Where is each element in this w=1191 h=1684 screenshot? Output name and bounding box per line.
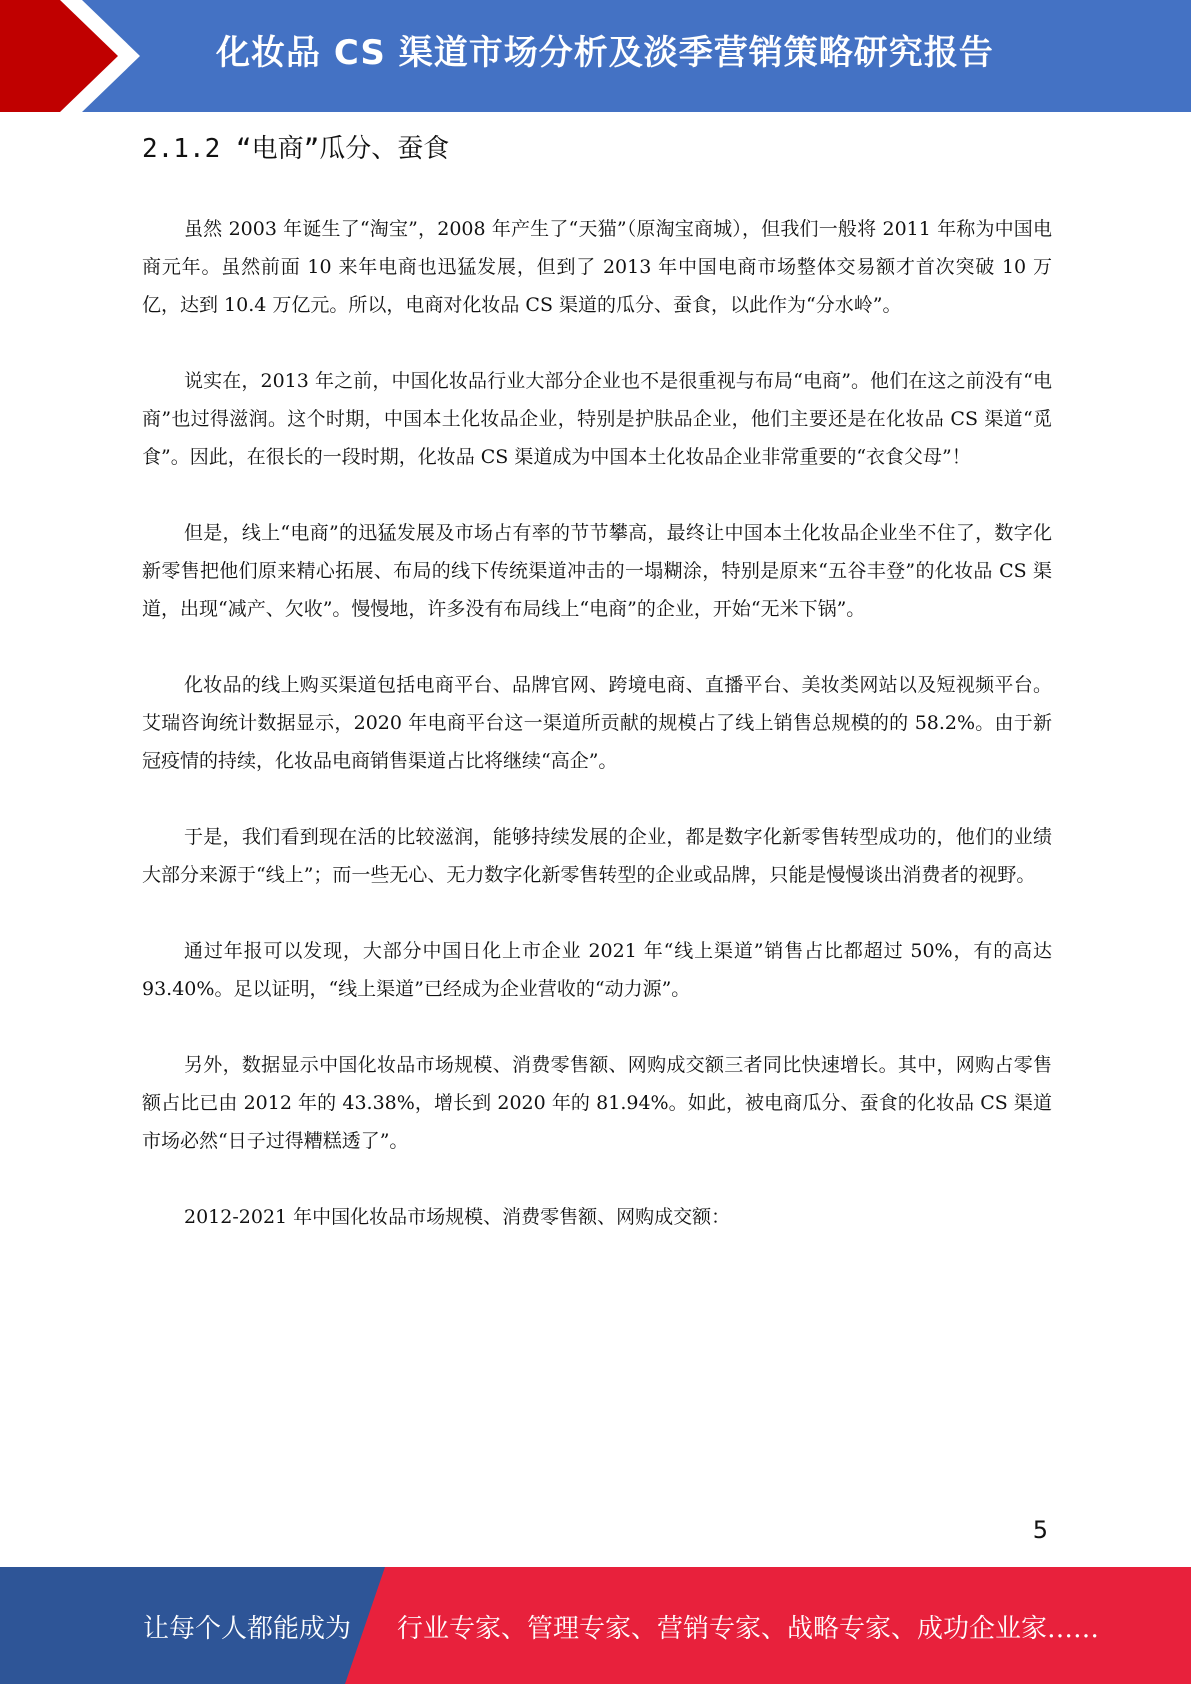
paragraph: 于是，我们看到现在活的比较滋润，能够持续发展的企业，都是数字化新零售转型成功的，他们的业绩大部分来源于“线上”；而一些无心、无力数字化新零售转型的企业或品牌，只能是慢慢谈出消费者的视野。 (142, 826, 1052, 886)
paragraph: 虽然 2003 年诞生了“淘宝”，2008 年产生了“天猫”（原淘宝商城），但我们一般将 2011 年称为中国电商元年。虽然前面 10 来年电商也迅猛发展，但到了 2013 年中国电商市场整体交易额才首次突破 10 万亿，达到 10.4 万亿元。所以，电商对化妆品 CS 渠道的瓜分、蚕食，以此作为“分水岭”。 (142, 218, 1052, 316)
paragraph: 化妆品的线上购买渠道包括电商平台、品牌官网、跨境电商、直播平台、美妆类网站以及短视频平台。艾瑞咨询统计数据显示，2020 年电商平台这一渠道所贡献的规模占了线上销售总规模的的 58.2%。由于新冠疫情的持续，化妆品电商销售渠道占比将继续“高企”。 (142, 674, 1052, 772)
report-title: 化妆品 CS 渠道市场分析及淡季营销策略研究报告 (216, 33, 994, 73)
footer-slogan-left: 让每个人都能成为 (143, 1614, 352, 1644)
header-banner (0, 0, 1191, 112)
footer-banner (0, 1567, 1191, 1684)
section-heading: 2.1.2 “电商”瓜分、蚕食 (142, 134, 450, 164)
body-content (142, 210, 1052, 1274)
paragraph: 另外，数据显示中国化妆品市场规模、消费零售额、网购成交额三者同比快速增长。其中，网购占零售额占比已由 2012 年的 43.38%，增长到 2020 年的 81.94%。如此，被电商瓜分、蚕食的化妆品 CS 渠道市场必然“日子过得糟糕透了”。 (142, 1054, 1052, 1152)
paragraph: 但是，线上“电商”的迅猛发展及市场占有率的节节攀高，最终让中国本土化妆品企业坐不住了，数字化新零售把他们原来精心拓展、布局的线下传统渠道冲击的一塌糊涂，特别是原来“五谷丰登”的化妆品 CS 渠道，出现“减产、欠收”。慢慢地，许多没有布局线上“电商”的企业，开始“无米下锅”。 (142, 522, 1052, 620)
chart-caption: 2012-2021 年中国化妆品市场规模、消费零售额、网购成交额： (184, 1206, 731, 1228)
paragraph: 通过年报可以发现，大部分中国日化上市企业 2021 年“线上渠道”销售占比都超过 50%，有的高达 93.40%。足以证明，“线上渠道”已经成为企业营收的“动力源”。 (142, 940, 1052, 1000)
paragraph: 说实在，2013 年之前，中国化妆品行业大部分企业也不是很重视与布局“电商”。他们在这之前没有“电商”也过得滋润。这个时期，中国本土化妆品企业，特别是护肤品企业，他们主要还是在化妆品 CS 渠道“觅食”。因此，在很长的一段时期，化妆品 CS 渠道成为中国本土化妆品企业非常重要的“衣食父母”！ (142, 370, 1052, 468)
header-arrow-decoration (0, 0, 160, 112)
page-number: 5 (1032, 1516, 1048, 1544)
footer-slogan-right: 行业专家、管理专家、营销专家、战略专家、成功企业家…… (397, 1614, 1100, 1644)
